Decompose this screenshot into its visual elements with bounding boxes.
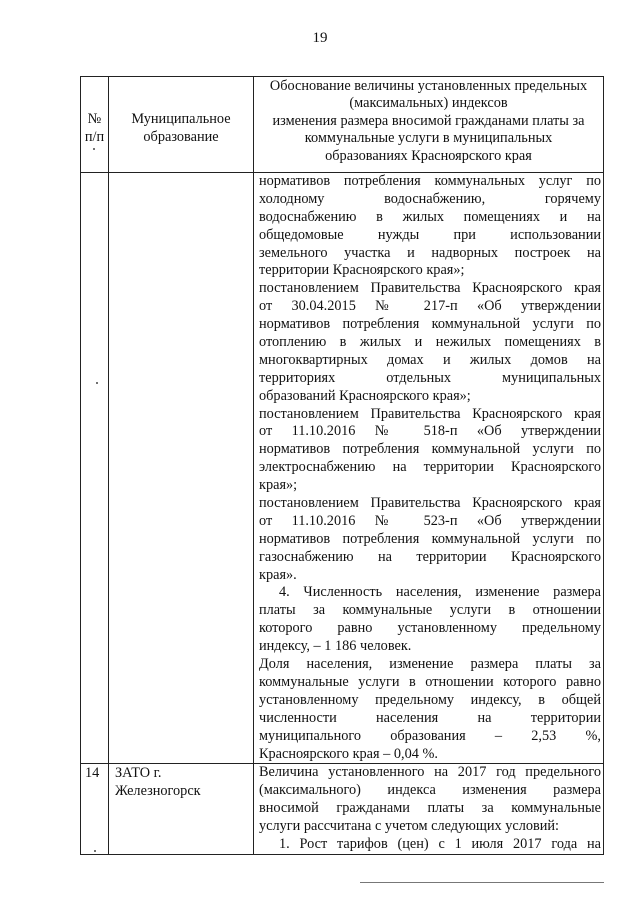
basis-line: постановлением Правительства Красноярского края [259,405,601,422]
scan-dot [94,850,96,852]
basis-line: Величина установленного на 2017 год предельного [259,764,601,781]
basis-line: от 11.10.2016 № 518-п «Об утверждении [259,423,601,440]
row-municipality-cell [109,764,254,854]
row-basis-cell [254,173,604,764]
table-row-continued [81,173,604,764]
basis-line: отоплению в жилых и нежилых помещениях в [259,334,601,351]
municipal-index-table [80,76,604,855]
basis-line: которого равно установленному предельному [259,620,601,637]
header-basis-line: образованиях Красноярского края [325,147,532,164]
basis-line: платы за коммунальные услуги в отношении [259,602,601,619]
basis-line: установленному предельному индексу, в общей [259,691,601,708]
basis-line: общедомовые нужды при использовании [259,226,601,243]
basis-line: Красноярского края – 0,04 %. [259,745,438,762]
basis-line: нормативов потребления коммунальной услуги по [259,530,601,547]
scan-dot [96,382,98,384]
basis-line: территории Красноярского края»; [259,262,465,279]
table-header-row [81,77,604,173]
header-basis-line: Обоснование величины установленных предельных [269,78,588,94]
basis-line: нормативов потребления коммунальной услуги по [259,441,601,458]
basis-line: края»; [259,477,298,494]
header-municipality [109,77,254,173]
basis-line: образований Красноярского края»; [259,387,471,404]
basis-line: постановлением Правительства Красноярского края [259,280,601,297]
basis-line: водоснабжению в жилых помещениях и на [259,208,601,225]
basis-line: 4. Численность населения, изменение размера [279,584,601,601]
basis-line: многоквартирных домах и жилых домов на [259,351,601,368]
scan-dot [93,148,95,150]
basis-line: от 11.10.2016 № 523-п «Об утверждении [259,512,601,529]
basis-line: края». [259,566,297,583]
header-basis-line: изменения размера вносимой гражданами платы за [272,112,585,129]
bottom-rule [360,882,604,883]
header-number-line: № [87,110,102,127]
basis-line: Доля населения, изменение размера платы за [259,656,601,673]
row-municipality-cell [109,173,254,764]
basis-line: коммунальные услуги в отношении которого равно [259,673,601,690]
basis-line: газоснабжению на территории Красноярского [259,548,601,565]
header-basis-line: коммунальные услуги в муниципальных [304,130,553,147]
basis-line: электроснабжению на территории Красноярского [259,459,601,476]
row-number-cell: 14 [81,764,109,854]
header-municipality-line: Муниципальное [131,110,231,127]
header-number-line: п/п [84,128,105,145]
basis-line: территориях отдельных муниципальных [259,369,601,386]
basis-line: услуги рассчитана с учетом следующих условий: [259,818,560,835]
basis-line: холодному водоснабжению, горячему [259,190,601,207]
basis-line: земельного участка и надворных построек на [259,244,601,261]
basis-line: постановлением Правительства Красноярского края [259,495,601,512]
header-basis-line: (максимальных) индексов [349,95,508,112]
header-number [81,77,109,173]
basis-line: нормативов потребления коммунальной услуги по [259,316,601,333]
basis-line: (максимального) индекса изменения размера [259,782,601,799]
basis-line: численности населения на территории [259,709,601,726]
basis-line: индексу, – 1 186 человек. [259,638,412,655]
row-basis-cell [254,764,604,854]
basis-line: муниципального образования – 2,53 %, [259,727,601,744]
basis-line: от 30.04.2015 № 217-п «Об утверждении [259,298,601,315]
header-municipality-line: образование [143,128,219,145]
municipality-line: ЗАТО г. [115,765,162,782]
basis-line: 1. Рост тарифов (цен) с 1 июля 2017 года на [279,835,601,852]
page-number: 19 [312,30,328,46]
basis-line: вносимой гражданами платы за коммунальные [259,800,601,817]
basis-line: нормативов потребления коммунальных услуг по [259,173,601,189]
table-row-14 [81,764,604,854]
row-number-cell [81,173,109,764]
header-basis [254,77,604,173]
municipality-line: Железногорск [115,783,201,800]
